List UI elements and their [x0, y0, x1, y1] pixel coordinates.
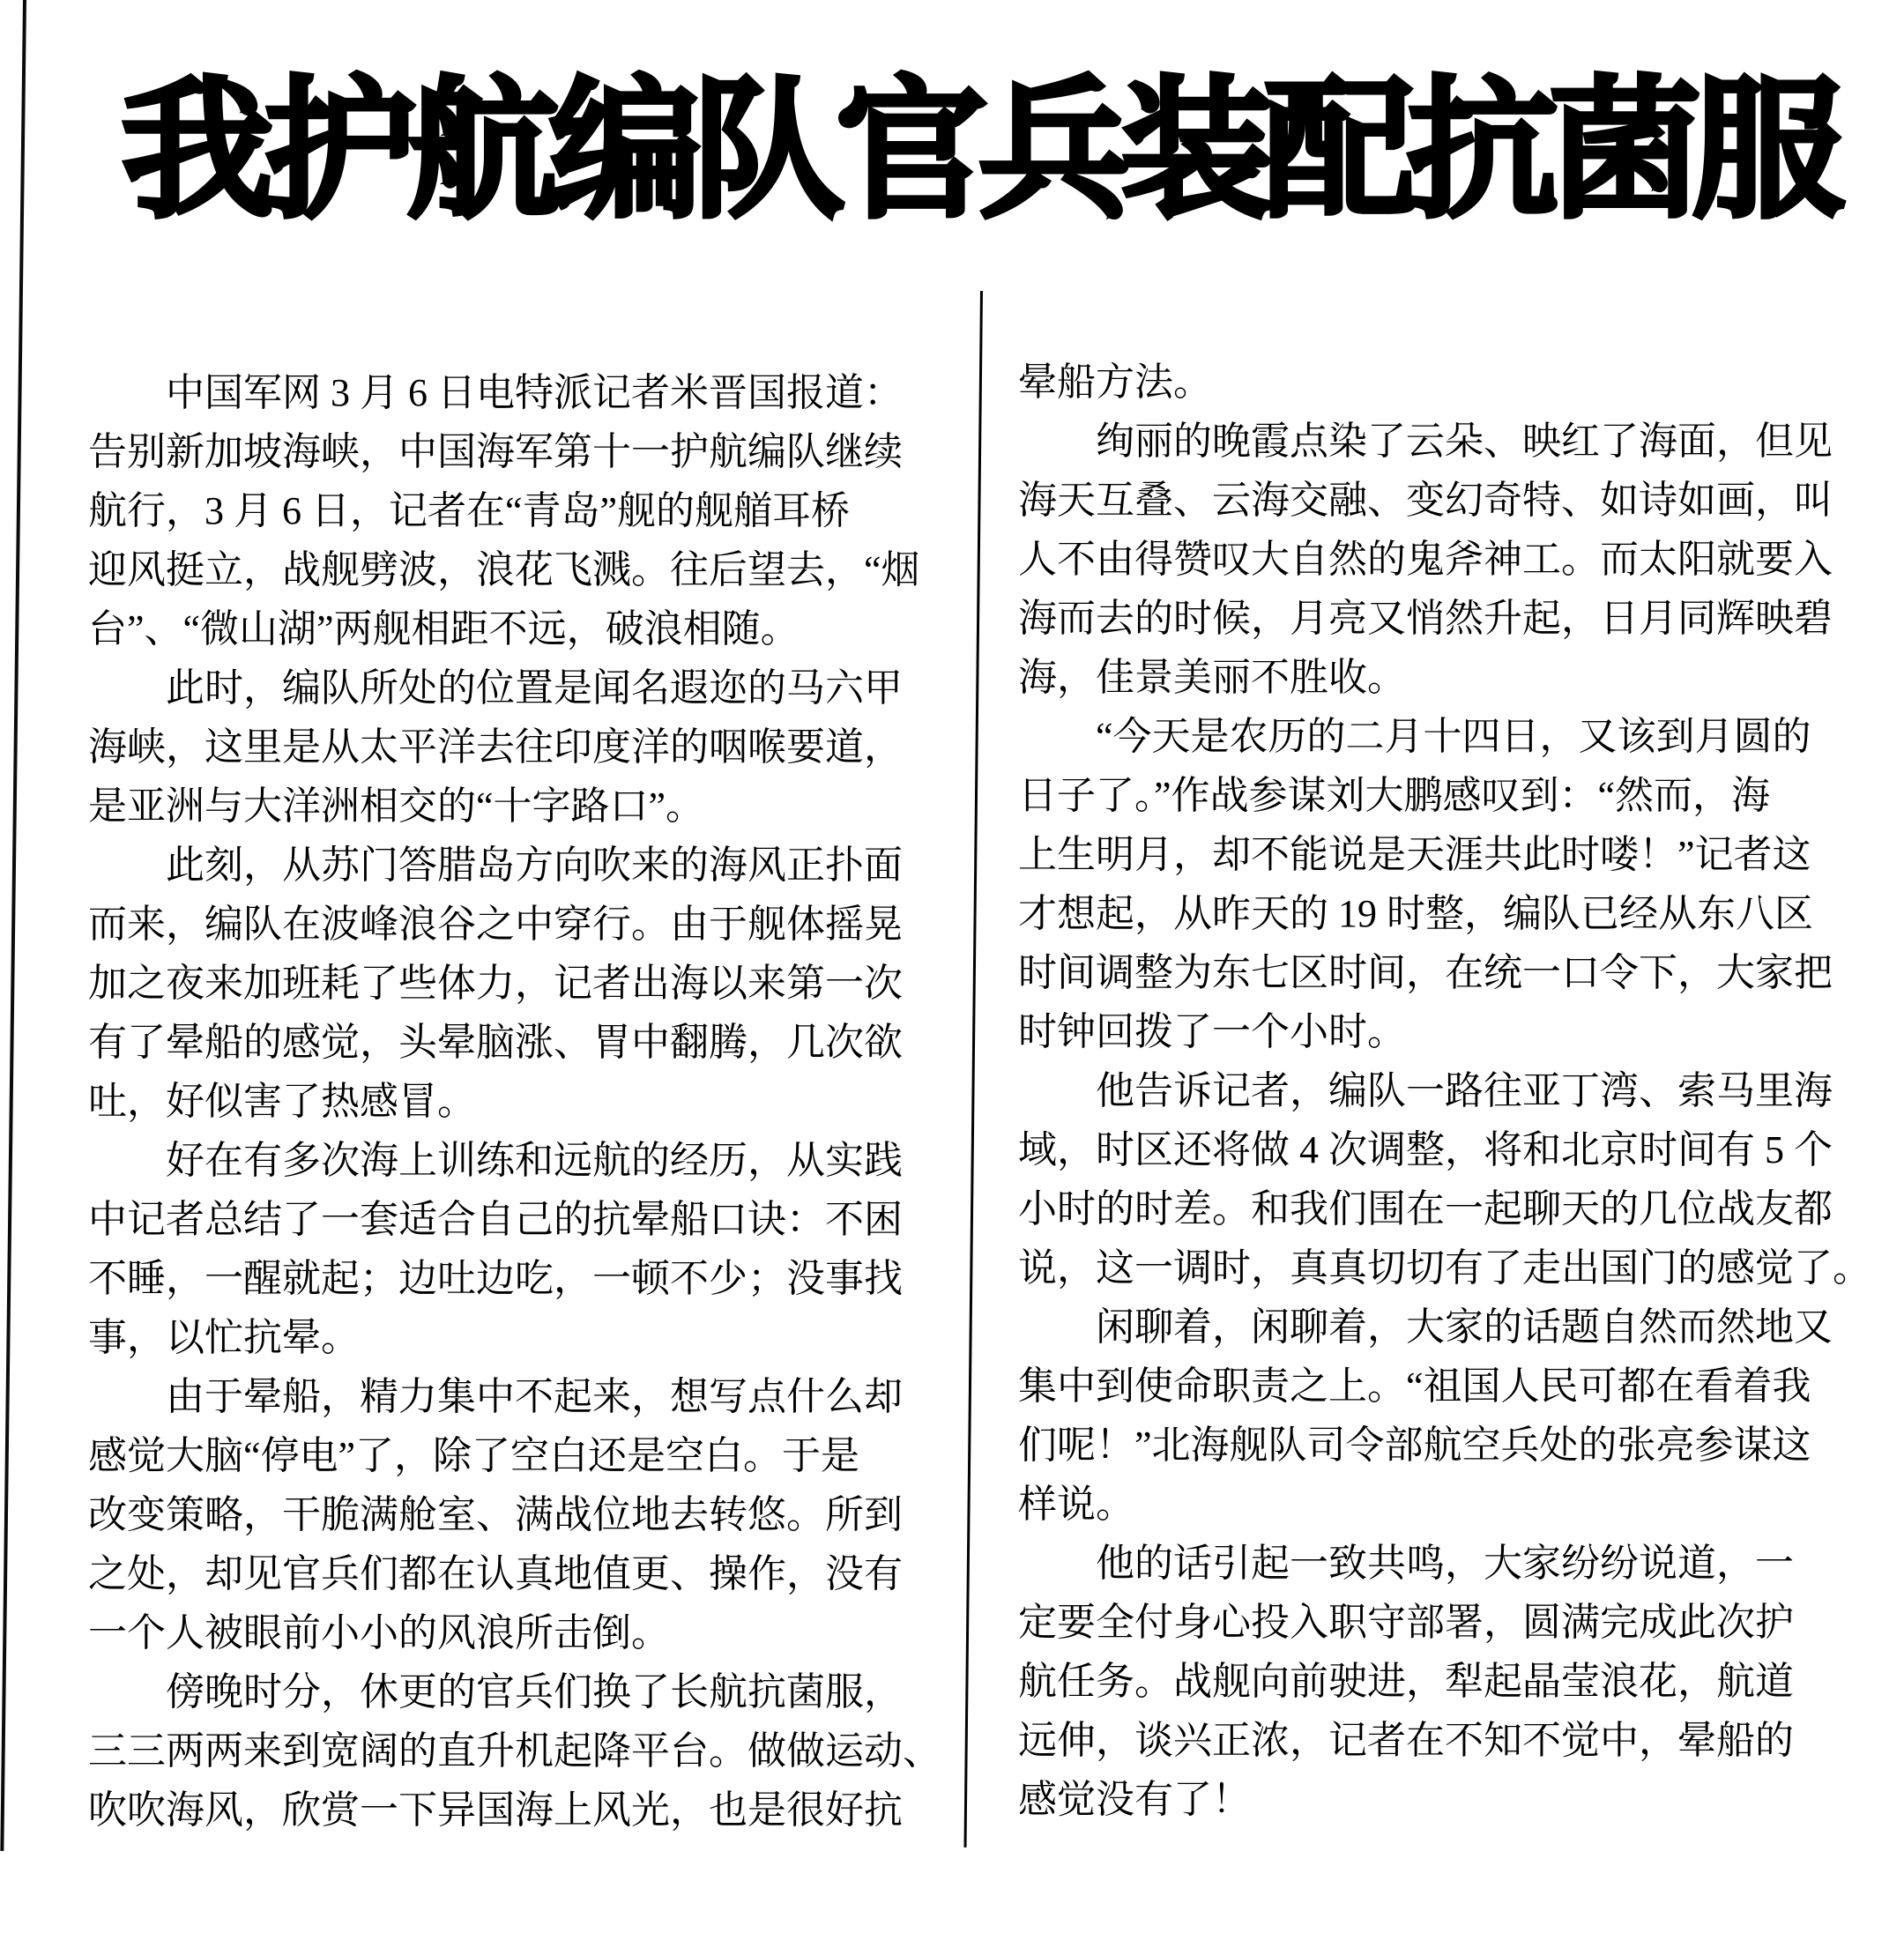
text-line: 域，时区还将做 4 次调整，将和北京时间有 5 个 — [1018, 1128, 1833, 1171]
text-line: 台”、“微山湖”两舰相距不远，破浪相随。 — [88, 607, 800, 651]
text-line: 集中到使命职责之上。“祖国人民可都在看着我 — [1018, 1364, 1811, 1408]
text-line: 定要全付身心投入职守部署，圆满完成此次护 — [1018, 1601, 1794, 1644]
text-line: 时间调整为东七区时间，在统一口令下，大家把 — [1018, 951, 1833, 994]
text-line: 此时，编队所处的位置是闻名遐迩的马六甲 — [88, 666, 903, 710]
text-line: 航行，3 月 6 日，记者在“青岛”舰的舰艏耳桥 — [88, 489, 851, 532]
text-line: 他告诉记者，编队一路往亚丁湾、索马里海 — [1018, 1069, 1833, 1112]
text-line: 由于晕船，精力集中不起来，想写点什么却 — [88, 1375, 903, 1418]
text-line: 不睡，一醒就起；边吐边吃，一顿不少；没事找 — [88, 1257, 903, 1300]
text-line: 说，这一调时，真真切切有了走出国门的感觉了。 — [1018, 1246, 1871, 1290]
text-line: 他的话引起一致共鸣，大家纷纷说道，一 — [1018, 1542, 1794, 1585]
article-headline: 我护航编队官兵装配抗菌服 — [122, 66, 1835, 235]
text-line: 傍晚时分，休更的官兵们换了长航抗菌服， — [88, 1670, 903, 1714]
text-line: 时钟回拨了一个小时。 — [1018, 1010, 1406, 1053]
text-line: 人不由得赞叹大自然的鬼斧神工。而太阳就要入 — [1018, 538, 1833, 581]
text-line: 之处，却见官兵们都在认真地值更、操作，没有 — [88, 1552, 903, 1595]
text-line: 晕船方法。 — [1018, 361, 1212, 404]
text-line: 吐，好似害了热感冒。 — [88, 1080, 476, 1123]
text-line: 此刻，从苏门答腊岛方向吹来的海风正扑面 — [88, 844, 903, 887]
text-line: 好在有多次海上训练和远航的经历，从实践 — [88, 1139, 903, 1182]
text-line: 中记者总结了一套适合自己的抗晕船口诀：不困 — [88, 1198, 903, 1241]
text-line: 三三两两来到宽阔的直升机起降平台。做做运动、 — [88, 1729, 941, 1773]
text-line: 迎风挺立，战舰劈波，浪花飞溅。往后望去，“烟 — [88, 548, 920, 591]
text-line: 告别新加坡海峡，中国海军第十一护航编队继续 — [88, 430, 903, 473]
text-line: 航任务。战舰向前驶进，犁起晶莹浪花，航道 — [1018, 1660, 1794, 1703]
text-line: 远伸，谈兴正浓，记者在不知不觉中，晕船的 — [1018, 1719, 1794, 1762]
article-column-left — [88, 363, 980, 1840]
text-line: 绚丽的晚霞点染了云朵、映红了海面，但见 — [1018, 420, 1833, 463]
text-line: 感觉大脑“停电”了，除了空白还是空白。于是 — [88, 1434, 860, 1477]
page-edge-scan-line — [0, 0, 26, 1851]
text-line: 吹吹海风，欣赏一下异国海上风光，也是很好抗 — [88, 1788, 903, 1832]
text-line: 样说。 — [1018, 1483, 1134, 1526]
text-line: 们呢！”北海舰队司令部航空兵处的张亮参谋这 — [1018, 1424, 1811, 1467]
text-line: 日子了。”作战参谋刘大鹏感叹到：“然而，海 — [1018, 774, 1771, 817]
text-line: 闲聊着，闲聊着，大家的话题自然而然地又 — [1018, 1305, 1833, 1349]
text-line: 是亚洲与大洋洲相交的“十字路口”。 — [88, 784, 705, 828]
text-line: 一个人被眼前小小的风浪所击倒。 — [88, 1611, 670, 1654]
text-line: “今天是农历的二月十四日，又该到月圆的 — [1018, 715, 1811, 758]
text-line: 海峡，这里是从太平洋去往印度洋的咽喉要道， — [88, 725, 903, 769]
text-line: 才想起，从昨天的 19 时整，编队已经从东八区 — [1018, 892, 1813, 935]
text-line: 海天互叠、云海交融、变幻奇特、如诗如画，叫 — [1018, 479, 1833, 522]
text-line: 加之夜来加班耗了些体力，记者出海以来第一次 — [88, 962, 903, 1005]
article-column-right — [1018, 353, 1904, 1829]
text-line: 小时的时差。和我们围在一起聊天的几位战友都 — [1018, 1187, 1833, 1231]
text-line: 改变策略，干脆满舱室、满战位地去转悠。所到 — [88, 1493, 903, 1536]
text-line: 感觉没有了！ — [1018, 1778, 1251, 1821]
text-line: 海而去的时候，月亮又悄然升起，日月同辉映碧 — [1018, 597, 1833, 640]
text-line: 有了晕船的感觉，头晕脑涨、胃中翻腾，几次欲 — [88, 1021, 903, 1064]
text-line: 而来，编队在波峰浪谷之中穿行。由于舰体摇晃 — [88, 903, 903, 946]
text-line: 海，佳景美丽不胜收。 — [1018, 656, 1406, 699]
text-line: 中国军网 3 月 6 日电特派记者米晋国报道： — [88, 371, 903, 414]
text-line: 上生明月，却不能说是天涯共此时喽！”记者这 — [1018, 833, 1811, 876]
text-line: 事，以忙抗晕。 — [88, 1316, 360, 1359]
